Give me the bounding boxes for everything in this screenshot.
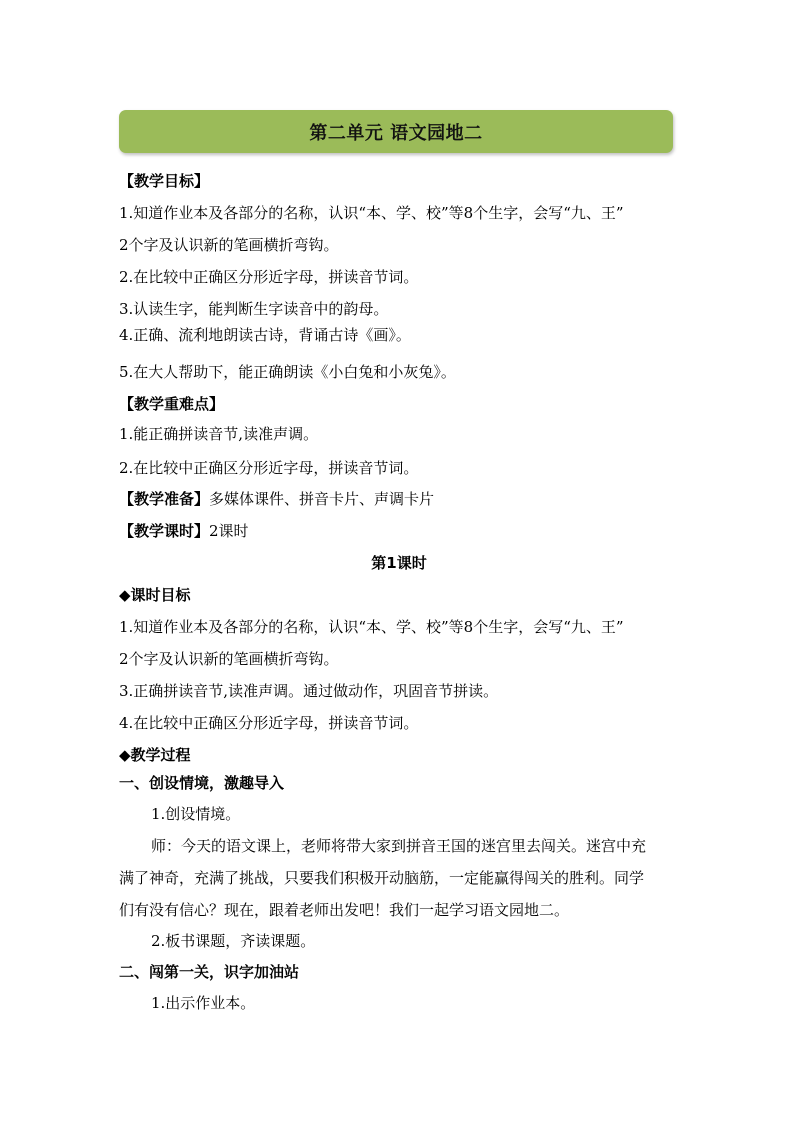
hours-line (119, 521, 679, 541)
goal-item: 1.知道作业本及各部分的名称，认识“本、学、校”等8个生字，会写“九、王” (119, 618, 624, 636)
page-title: 第二单元 语文园地二 (309, 122, 483, 144)
hours-text: 2课时 (209, 522, 249, 540)
preparation-label: 【教学准备】 (119, 490, 210, 508)
objective-item: 2个字及认识新的笔画横折弯钩。 (119, 236, 339, 254)
section-heading: 二、闯第一关，识字加油站 (119, 963, 300, 981)
paragraph-line: 师：今天的语文课上，老师将带大家到拼音王国的迷宫里去闯关。迷宫中充 (151, 837, 647, 855)
title-banner (119, 110, 673, 153)
preparation-text: 多媒体课件、拼音卡片、声调卡片 (209, 490, 435, 508)
lesson-heading: 第1课时 (371, 554, 427, 572)
goal-item: 2个字及认识新的笔画横折弯钩。 (119, 650, 339, 668)
step-item: 1.创设情境。 (151, 805, 241, 823)
paragraph-line: 满了神奇，充满了挑战，只要我们积极开动脑筋，一定能赢得闯关的胜利。同学 (119, 869, 645, 887)
objective-item: 2.在比较中正确区分形近字母，拼读音节词。 (119, 268, 419, 286)
objective-item: 4.正确、流利地朗读古诗，背诵古诗《画》。 (119, 326, 411, 344)
process-heading: ◆教学过程 (119, 746, 191, 764)
objective-item: 1.知道作业本及各部分的名称，认识“本、学、校”等8个生字，会写“九、王” (119, 204, 624, 222)
preparation-line (119, 489, 679, 509)
paragraph-line: 们有没有信心？现在，跟着老师出发吧！我们一起学习语文园地二。 (119, 901, 570, 919)
step-item: 1.出示作业本。 (151, 994, 256, 1012)
section-heading: 一、创设情境，激趣导入 (119, 774, 285, 792)
goal-item: 4.在比较中正确区分形近字母，拼读音节词。 (119, 714, 419, 732)
goal-item: 3.正确拼读音节,读准声调。通过做动作，巩固音节拼读。 (119, 682, 499, 700)
hours-label: 【教学课时】 (119, 522, 210, 540)
key-point-item: 2.在比较中正确区分形近字母，拼读音节词。 (119, 459, 419, 477)
objective-item: 3.认读生字，能判断生字读音中的韵母。 (119, 300, 389, 318)
key-point-item: 1.能正确拼读音节,读准声调。 (119, 425, 319, 443)
step-item: 2.板书课题，齐读课题。 (151, 932, 316, 950)
objective-item: 5.在大人帮助下，能正确朗读《小白兔和小灰兔》。 (119, 363, 456, 381)
key-points-heading: 【教学重难点】 (119, 395, 225, 413)
goal-heading: ◆课时目标 (119, 586, 191, 604)
objectives-heading: 【教学目标】 (119, 172, 210, 190)
